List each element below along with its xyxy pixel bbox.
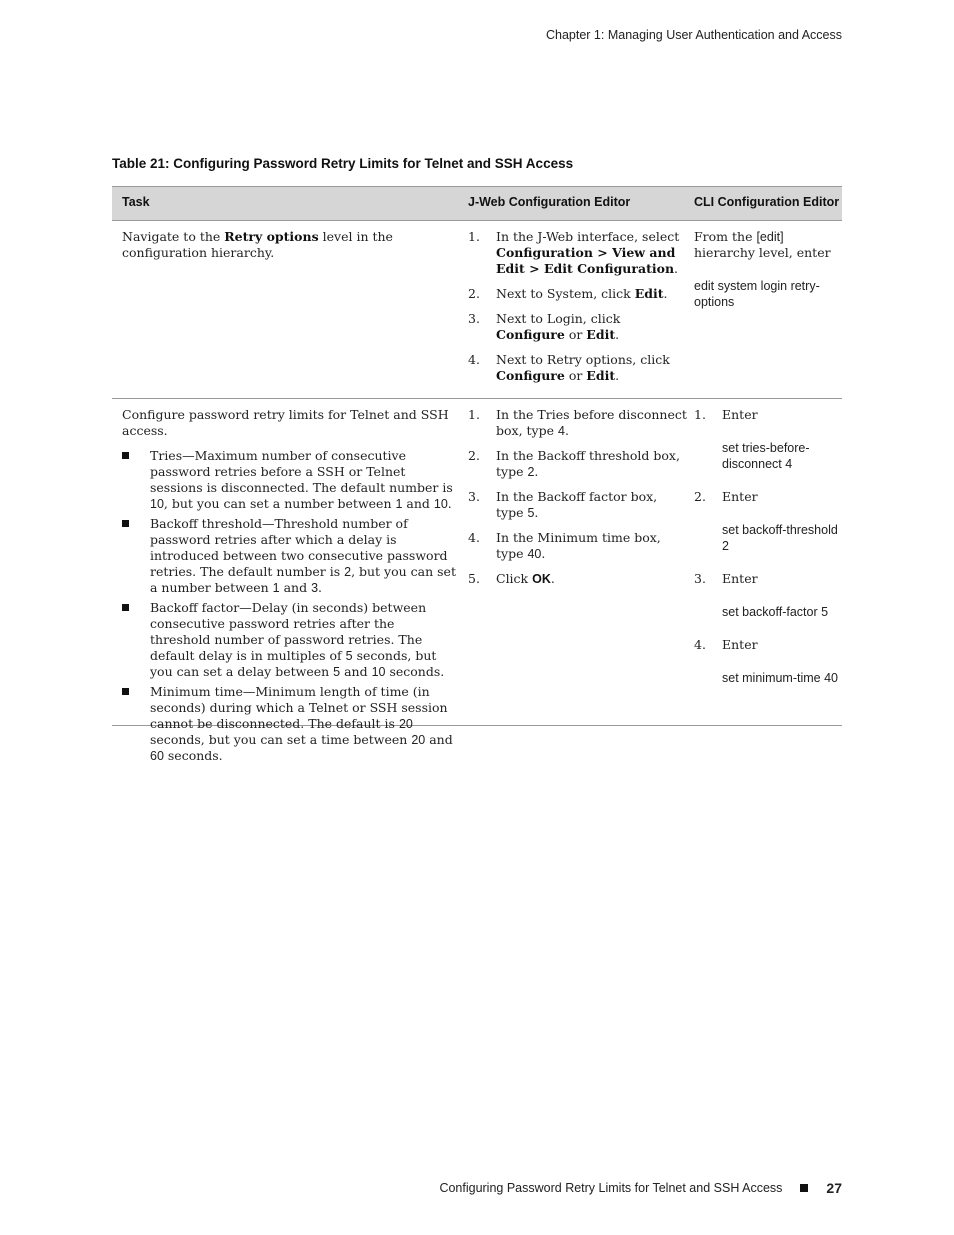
jweb-step: 2. Next to System, click Edit.	[468, 286, 668, 301]
table-row	[112, 221, 842, 399]
page-number: 27	[826, 1180, 842, 1196]
cli-command: set backoff-threshold 2	[722, 523, 838, 553]
cli-cell	[694, 229, 842, 310]
column-header-cli: CLI Configuration Editor	[694, 195, 840, 209]
cli-step: 4. Enter	[694, 637, 758, 652]
cli-cell	[694, 407, 842, 703]
square-bullet-icon	[800, 1184, 808, 1192]
config-table	[112, 186, 842, 763]
list-item: Backoff threshold—Threshold number of password retries after which a delay is introduced between two consecutive password retries. The default number is 2, but you can set a number between 1 and 3.	[122, 516, 457, 596]
jweb-step: 3. In the Backoff factor box, type 5.	[468, 489, 658, 520]
page-footer	[439, 1180, 842, 1196]
list-item: Tries—Maximum number of consecutive password retries before a SSH or Telnet sessions is disconnected. The default number is 10, but you can set a number between 1 and 10.	[122, 448, 457, 512]
table-header-row	[112, 186, 842, 221]
cli-step: 1. Enter	[694, 407, 758, 422]
column-header-task: Task	[122, 195, 150, 209]
jweb-step: 1. In the Tries before disconnect box, type 4.	[468, 407, 687, 438]
cli-command: edit system login retry-options	[694, 279, 820, 309]
table-row	[112, 399, 842, 763]
column-header-jweb: J-Web Configuration Editor	[468, 195, 631, 209]
jweb-cell	[468, 229, 688, 393]
jweb-step: 4. Next to Retry options, click Configure or Edit.	[468, 352, 670, 383]
jweb-step: 3. Next to Login, click Configure or Edit.	[468, 311, 621, 342]
cli-step: 3. Enter	[694, 571, 758, 586]
table-title: Table 21: Configuring Password Retry Limits for Telnet and SSH Access	[112, 156, 574, 171]
jweb-step: 4. In the Minimum time box, type 40.	[468, 530, 661, 561]
cli-intro: From the [edit] hierarchy level, enter	[694, 229, 831, 260]
running-header: Chapter 1: Managing User Authentication and Access	[545, 28, 842, 42]
jweb-step: 2. In the Backoff threshold box, type 2.	[468, 448, 680, 479]
footer-section-title: Configuring Password Retry Limits for Telnet and SSH Access	[439, 1181, 783, 1195]
jweb-step: 1. In the J-Web interface, select Configuration > View and Edit > Edit Configuration.	[468, 229, 680, 276]
bullet-icon	[122, 688, 129, 695]
cli-step: 2. Enter	[694, 489, 758, 504]
cli-command: set tries-before-disconnect 4	[722, 441, 810, 471]
list-item: Minimum time—Minimum length of time (in seconds) during which a Telnet or SSH session cannot be disconnected. The default is 20 seconds, but you can set a time between 20 and 60 seconds.	[122, 684, 457, 764]
list-item: Backoff factor—Delay (in seconds) between consecutive password retries after the threshold number of password retries. The default delay is in multiples of 5 seconds, but you can set a delay between 5 and 10 seconds.	[122, 600, 457, 680]
bullet-icon	[122, 520, 129, 527]
task-cell: Navigate to the Retry options level in the configuration hierarchy.	[122, 229, 393, 260]
bullet-icon	[122, 452, 129, 459]
cli-command: set minimum-time 40	[722, 671, 838, 685]
task-cell	[122, 407, 457, 768]
task-intro: Configure password retry limits for Telnet and SSH access.	[122, 407, 449, 438]
cli-command: set backoff-factor 5	[722, 605, 829, 619]
jweb-cell	[468, 407, 688, 596]
jweb-step: 5. Click OK.	[468, 571, 555, 586]
bullet-icon	[122, 604, 129, 611]
